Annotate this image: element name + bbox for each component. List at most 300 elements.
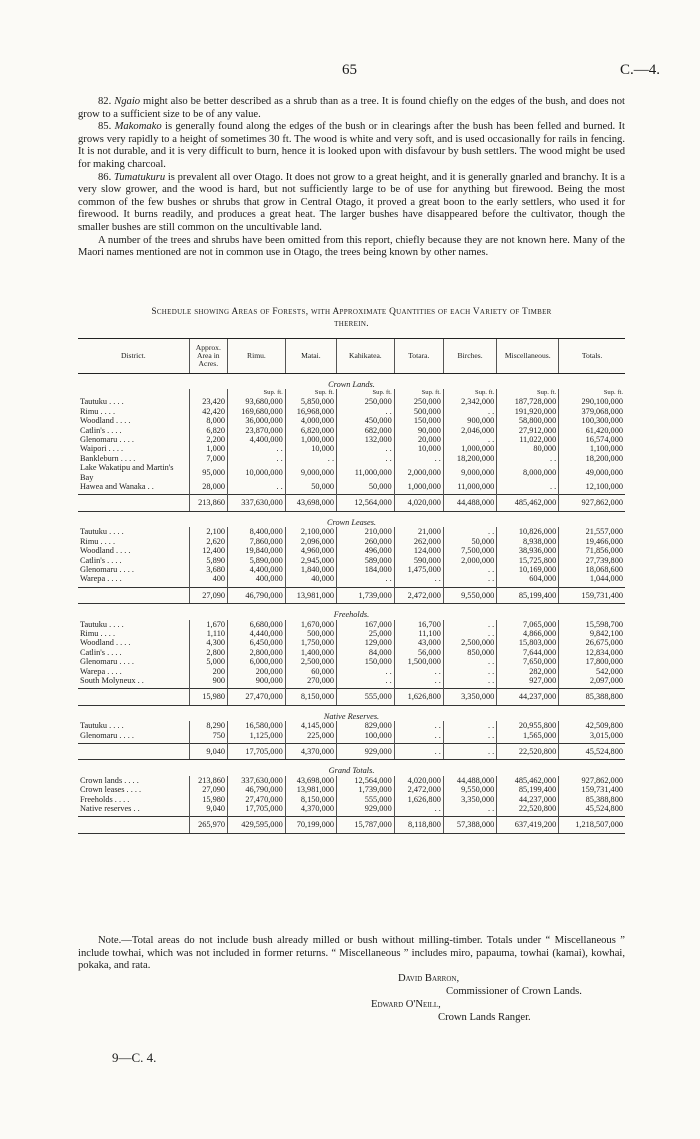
note: Note.—Total areas do not include bush already milled or bush without milling-timber. Totals under “ Miscellaneous ” include towhai, which was not included in former returns. “ Miscellaneous ” includes miro, papauma, towhai (kamai), kowhai, pokaka, and rata. bbox=[78, 935, 625, 972]
table-cell: 9,000,000 bbox=[443, 463, 496, 482]
table-cell: 829,000 bbox=[337, 721, 395, 730]
table-cell: 9,000,000 bbox=[285, 463, 336, 482]
table-cell: 45,524,800 bbox=[559, 804, 625, 813]
table-cell: 2,200 bbox=[189, 435, 227, 444]
table-cell: 1,218,507,000 bbox=[559, 817, 625, 833]
table-cell: 6,820 bbox=[189, 426, 227, 435]
table-cell: 4,400,000 bbox=[228, 435, 286, 444]
table-cell: Tautuku . . . . bbox=[80, 721, 124, 731]
table-cell bbox=[189, 389, 227, 397]
table-cell: 1,626,800 bbox=[394, 795, 443, 804]
table-row bbox=[78, 574, 625, 583]
table-cell: 184,000 bbox=[337, 565, 395, 574]
table-cell: 6,000,000 bbox=[228, 657, 286, 666]
table-cell: 2,472,000 bbox=[394, 587, 443, 603]
table-cell: 4,866,000 bbox=[497, 629, 559, 638]
table-cell: 8,150,000 bbox=[285, 689, 336, 705]
table-cell: 2,800,000 bbox=[228, 648, 286, 657]
table-cell: 44,488,000 bbox=[443, 495, 496, 511]
table-cell bbox=[78, 817, 189, 833]
table-cell: 927,000 bbox=[497, 676, 559, 685]
table-cell: 159,731,400 bbox=[559, 587, 625, 603]
table-cell: 17,705,000 bbox=[228, 804, 286, 813]
table-cell: Sup. ft. bbox=[394, 389, 443, 397]
table-cell: 43,698,000 bbox=[285, 776, 336, 785]
table-cell: 1,739,000 bbox=[337, 587, 395, 603]
table-cell: 18,200,000 bbox=[443, 454, 496, 463]
table-cell: Rimu . . . . bbox=[80, 536, 116, 546]
table-cell: 20,000 bbox=[394, 435, 443, 444]
table-row bbox=[78, 638, 625, 647]
total-row bbox=[78, 495, 625, 511]
table-cell: 9,842,100 bbox=[559, 629, 625, 638]
table-cell: 15,725,800 bbox=[497, 556, 559, 565]
table-cell: 84,000 bbox=[337, 648, 395, 657]
total-row bbox=[78, 817, 625, 833]
schedule-body bbox=[78, 374, 625, 834]
table-cell: Tautuku . . . . bbox=[80, 397, 124, 407]
table-cell: 927,862,000 bbox=[559, 776, 625, 785]
table-cell: 85,199,400 bbox=[497, 785, 559, 794]
column-header: Kahikatea. bbox=[337, 339, 395, 374]
table-cell: 7,650,000 bbox=[497, 657, 559, 666]
table-cell: . . bbox=[228, 454, 286, 463]
table-cell: 1,000,000 bbox=[394, 482, 443, 491]
column-header: Matai. bbox=[285, 339, 336, 374]
table-cell: . . bbox=[228, 482, 286, 491]
table-cell: 337,630,000 bbox=[228, 776, 286, 785]
table-cell: 2,620 bbox=[189, 537, 227, 546]
table-cell: . . bbox=[443, 731, 496, 740]
table-cell: 27,739,800 bbox=[559, 556, 625, 565]
table-cell: 57,388,000 bbox=[443, 817, 496, 833]
table-cell: 282,000 bbox=[497, 667, 559, 676]
table-cell: 2,096,000 bbox=[285, 537, 336, 546]
table-cell: 27,090 bbox=[189, 587, 227, 603]
table-cell: 28,000 bbox=[189, 482, 227, 491]
table-cell: 15,598,700 bbox=[559, 620, 625, 629]
table-cell: . . bbox=[443, 667, 496, 676]
section-heading bbox=[78, 705, 625, 721]
table-cell: 500,000 bbox=[394, 407, 443, 416]
table-cell: Glenomaru . . . . bbox=[80, 435, 134, 445]
table-cell: 44,237,000 bbox=[497, 689, 559, 705]
page-number: 65 bbox=[342, 62, 357, 78]
table-cell: 19,840,000 bbox=[228, 546, 286, 555]
table-cell bbox=[78, 689, 189, 705]
table-cell: Glenomaru . . . . bbox=[80, 657, 134, 667]
table-cell: 400 bbox=[189, 574, 227, 583]
table-cell: . . bbox=[443, 721, 496, 730]
table-cell: 3,350,000 bbox=[443, 795, 496, 804]
table-cell: 12,564,000 bbox=[337, 776, 395, 785]
table-cell: . . bbox=[228, 444, 286, 453]
table-cell: 50,000 bbox=[285, 482, 336, 491]
table-cell: 27,470,000 bbox=[228, 689, 286, 705]
table-cell: 40,000 bbox=[285, 574, 336, 583]
table-cell: Catlin's . . . . bbox=[80, 425, 122, 435]
table-cell: . . bbox=[337, 407, 395, 416]
table-cell: 8,000 bbox=[189, 416, 227, 425]
table-cell: 85,199,400 bbox=[497, 587, 559, 603]
table-cell: . . bbox=[443, 407, 496, 416]
table-cell: 187,728,000 bbox=[497, 397, 559, 406]
table-cell: 1,626,800 bbox=[394, 689, 443, 705]
section-title: Crown Leases. bbox=[326, 517, 377, 527]
table-cell: 70,199,000 bbox=[285, 817, 336, 833]
table-cell: 27,090 bbox=[189, 785, 227, 794]
table-cell: 4,370,000 bbox=[285, 744, 336, 760]
section-heading bbox=[78, 760, 625, 776]
total-row bbox=[78, 744, 625, 760]
table-cell: 7,860,000 bbox=[228, 537, 286, 546]
table-cell: . . bbox=[497, 482, 559, 491]
table-cell: 46,790,000 bbox=[228, 587, 286, 603]
table-row bbox=[78, 629, 625, 638]
table-cell: 167,000 bbox=[337, 620, 395, 629]
table-cell: 17,800,000 bbox=[559, 657, 625, 666]
table-row bbox=[78, 785, 625, 794]
table-row bbox=[78, 648, 625, 657]
table-cell: 262,000 bbox=[394, 537, 443, 546]
table-cell: 36,000,000 bbox=[228, 416, 286, 425]
table-cell: 50,000 bbox=[337, 482, 395, 491]
table-cell bbox=[78, 495, 189, 511]
table-cell: Crown leases . . . . bbox=[80, 785, 142, 795]
table-row bbox=[78, 657, 625, 666]
table-cell: 85,388,800 bbox=[559, 795, 625, 804]
table-cell: Tautuku . . . . bbox=[80, 619, 124, 629]
table-cell: 44,488,000 bbox=[443, 776, 496, 785]
table-cell: 1,565,000 bbox=[497, 731, 559, 740]
table-cell: . . bbox=[394, 744, 443, 760]
table-cell: 337,630,000 bbox=[228, 495, 286, 511]
table-cell: 16,580,000 bbox=[228, 721, 286, 730]
table-cell: 8,000,000 bbox=[497, 463, 559, 482]
signature-name: Edward O'Neill, bbox=[371, 999, 441, 1010]
table-cell: 23,870,000 bbox=[228, 426, 286, 435]
table-cell: 7,000 bbox=[189, 454, 227, 463]
table-cell: 3,680 bbox=[189, 565, 227, 574]
table-cell: 7,065,000 bbox=[497, 620, 559, 629]
table-cell: 20,955,800 bbox=[497, 721, 559, 730]
column-header: Birches. bbox=[443, 339, 496, 374]
table-cell: 9,040 bbox=[189, 744, 227, 760]
table-cell: 100,000 bbox=[337, 731, 395, 740]
table-cell: Woodland . . . . bbox=[80, 546, 131, 556]
table-cell: 124,000 bbox=[394, 546, 443, 555]
table-cell: 12,100,000 bbox=[559, 482, 625, 491]
table-cell: 200,000 bbox=[228, 667, 286, 676]
table-cell: 9,550,000 bbox=[443, 587, 496, 603]
table-cell: 11,100 bbox=[394, 629, 443, 638]
table-cell: 6,820,000 bbox=[285, 426, 336, 435]
table-cell: . . bbox=[443, 744, 496, 760]
table-cell: 604,000 bbox=[497, 574, 559, 583]
total-row bbox=[78, 689, 625, 705]
table-cell: 225,000 bbox=[285, 731, 336, 740]
table-cell: Sup. ft. bbox=[228, 389, 286, 397]
table-cell: 1,750,000 bbox=[285, 638, 336, 647]
signature-name: David Barron, bbox=[398, 973, 460, 984]
table-cell: 260,000 bbox=[337, 537, 395, 546]
table-cell: 290,100,000 bbox=[559, 397, 625, 406]
table-cell: 6,450,000 bbox=[228, 638, 286, 647]
body-text bbox=[78, 96, 625, 260]
table-cell: 95,000 bbox=[189, 463, 227, 482]
table-cell: 2,000,000 bbox=[394, 463, 443, 482]
table-cell: 927,862,000 bbox=[559, 495, 625, 511]
table-cell: South Molyneux . . bbox=[80, 675, 144, 685]
table-cell: 25,000 bbox=[337, 629, 395, 638]
table-cell: 555,000 bbox=[337, 795, 395, 804]
table-cell: 23,420 bbox=[189, 397, 227, 406]
table-row bbox=[78, 463, 625, 482]
table-cell: 12,400 bbox=[189, 546, 227, 555]
table-cell: 13,981,000 bbox=[285, 587, 336, 603]
footer-code: 9—C. 4. bbox=[112, 1050, 157, 1065]
schedule-table bbox=[78, 338, 625, 834]
table-cell: 169,680,000 bbox=[228, 407, 286, 416]
table-cell: Sup. ft. bbox=[337, 389, 395, 397]
table-cell: . . bbox=[337, 667, 395, 676]
table-cell: 2,500,000 bbox=[285, 657, 336, 666]
schedule-title: Schedule showing Areas of Forests, with Approximate Quantities of each Variety of Timber therein. bbox=[151, 307, 552, 329]
table-cell: 42,420 bbox=[189, 407, 227, 416]
table-cell: Glenomaru . . . . bbox=[80, 564, 134, 574]
table-cell: 2,046,000 bbox=[443, 426, 496, 435]
table-cell: 1,739,000 bbox=[337, 785, 395, 794]
table-cell: 80,000 bbox=[497, 444, 559, 453]
table-cell: 191,920,000 bbox=[497, 407, 559, 416]
table-cell: 210,000 bbox=[337, 527, 395, 536]
table-cell: 1,475,000 bbox=[394, 565, 443, 574]
table-cell: 485,462,000 bbox=[497, 776, 559, 785]
table-cell: 10,826,000 bbox=[497, 527, 559, 536]
table-cell: Native reserves . . bbox=[80, 804, 140, 814]
column-header: Rimu. bbox=[228, 339, 286, 374]
table-cell: 19,466,000 bbox=[559, 537, 625, 546]
table-cell: 379,068,000 bbox=[559, 407, 625, 416]
table-cell: 22,520,800 bbox=[497, 804, 559, 813]
table-cell: . . bbox=[337, 444, 395, 453]
table-cell: 12,564,000 bbox=[337, 495, 395, 511]
table-cell: 13,981,000 bbox=[285, 785, 336, 794]
table-cell: 11,000,000 bbox=[337, 463, 395, 482]
table-cell: 4,300 bbox=[189, 638, 227, 647]
table-cell: 27,912,000 bbox=[497, 426, 559, 435]
table-row bbox=[78, 620, 625, 629]
table-cell: 7,644,000 bbox=[497, 648, 559, 657]
table-cell: 590,000 bbox=[394, 556, 443, 565]
page-header bbox=[0, 62, 700, 78]
table-cell: 400,000 bbox=[228, 574, 286, 583]
table-cell: 929,000 bbox=[337, 804, 395, 813]
table-cell: 16,574,000 bbox=[559, 435, 625, 444]
table-cell: 250,000 bbox=[394, 397, 443, 406]
table-cell: 11,022,000 bbox=[497, 435, 559, 444]
table-cell: 15,980 bbox=[189, 689, 227, 705]
table-cell: 4,400,000 bbox=[228, 565, 286, 574]
table-cell: 43,698,000 bbox=[285, 495, 336, 511]
table-row bbox=[78, 527, 625, 536]
table-cell: 5,890,000 bbox=[228, 556, 286, 565]
table-cell: Bankleburn . . . . bbox=[80, 453, 136, 463]
table-cell: 485,462,000 bbox=[497, 495, 559, 511]
table-cell: 2,100,000 bbox=[285, 527, 336, 536]
table-cell: 1,125,000 bbox=[228, 731, 286, 740]
table-cell: 18,200,000 bbox=[559, 454, 625, 463]
table-cell: 1,044,000 bbox=[559, 574, 625, 583]
table-cell: 5,000 bbox=[189, 657, 227, 666]
section-heading bbox=[78, 604, 625, 620]
table-cell: 4,960,000 bbox=[285, 546, 336, 555]
table-cell: 4,000,000 bbox=[285, 416, 336, 425]
table-row bbox=[78, 556, 625, 565]
table-cell: 21,000 bbox=[394, 527, 443, 536]
table-cell: 2,342,000 bbox=[443, 397, 496, 406]
table-row bbox=[78, 721, 625, 730]
table-cell: Catlin's . . . . bbox=[80, 647, 122, 657]
table-cell: Woodland . . . . bbox=[80, 638, 131, 648]
table-cell: Warepa . . . . bbox=[80, 574, 122, 584]
table-cell: 44,237,000 bbox=[497, 795, 559, 804]
paragraph: 85. Makomako is generally found along the edges of the bush or in clearings after the bush has been felled and burned. It grows very rapidly to a height of sometimes 30 ft. The wood is white and very soft, and is used occasionally for rails in fencing. It is not durable, and it is very difficult to burn, hence it is looked upon with disfavour by bush settlers. The wood might be used for making charcoal. bbox=[78, 121, 625, 170]
table-cell: Hawea and Wanaka . . bbox=[80, 482, 154, 492]
table-row bbox=[78, 795, 625, 804]
table-cell: 2,800 bbox=[189, 648, 227, 657]
table-cell: Sup. ft. bbox=[443, 389, 496, 397]
table-row bbox=[78, 676, 625, 685]
table-header-row bbox=[78, 339, 625, 374]
table-row bbox=[78, 435, 625, 444]
table-cell: 1,500,000 bbox=[394, 657, 443, 666]
table-cell: 2,945,000 bbox=[285, 556, 336, 565]
table-cell: 3,015,000 bbox=[559, 731, 625, 740]
table-cell: 589,000 bbox=[337, 556, 395, 565]
table-cell: 1,670 bbox=[189, 620, 227, 629]
table-cell: 2,097,000 bbox=[559, 676, 625, 685]
table-row bbox=[78, 444, 625, 453]
table-cell: 270,000 bbox=[285, 676, 336, 685]
table-cell: 15,787,000 bbox=[337, 817, 395, 833]
table-cell: . . bbox=[443, 804, 496, 813]
table-cell: 1,110 bbox=[189, 629, 227, 638]
table-cell: 900,000 bbox=[228, 676, 286, 685]
signature-title: Crown Lands Ranger. bbox=[438, 1012, 531, 1023]
table-cell: 1,000,000 bbox=[443, 444, 496, 453]
table-cell: . . bbox=[443, 565, 496, 574]
document-code: C.—4. bbox=[619, 62, 660, 78]
paragraph: A number of the trees and shrubs have been omitted from this report, chiefly because they are not known here. Many of the Maori names mentioned are not in common use in Otago, the trees being known by other names. bbox=[78, 234, 625, 259]
table-cell: 4,020,000 bbox=[394, 776, 443, 785]
table-cell: 60,000 bbox=[285, 667, 336, 676]
table-cell: 555,000 bbox=[337, 689, 395, 705]
section-heading bbox=[78, 511, 625, 527]
table-row bbox=[78, 776, 625, 785]
table-cell: 61,420,000 bbox=[559, 426, 625, 435]
table-cell: . . bbox=[443, 574, 496, 583]
paragraph: 86. Tumatukuru is prevalent all over Otago. It does not grow to a great height, and it is generally gnarled and branchy. It is a very slow grower, and the wood is hard, but not sufficiently large to be of use for anything but firewood. Being the most common of the few bushes or shrubs that grow in Central Otago, it proved a great boon to the early settlers, who used it for firewood. It burns readily, and produces a great heat. The larger bushes have disappeared before the cultivator, though the smaller bushes are still common on the uncultivable land. bbox=[78, 171, 625, 233]
table-cell: Glenomaru . . . . bbox=[80, 730, 134, 740]
table-cell: 929,000 bbox=[337, 744, 395, 760]
signature-title: Commissioner of Crown Lands. bbox=[446, 986, 582, 997]
table-row bbox=[78, 397, 625, 406]
table-cell: . . bbox=[337, 454, 395, 463]
table-cell: 42,509,800 bbox=[559, 721, 625, 730]
table-cell: 58,800,000 bbox=[497, 416, 559, 425]
table-cell: 43,000 bbox=[394, 638, 443, 647]
table-cell: 213,860 bbox=[189, 495, 227, 511]
table-cell: 4,145,000 bbox=[285, 721, 336, 730]
table-cell: 12,834,000 bbox=[559, 648, 625, 657]
table-row bbox=[78, 454, 625, 463]
column-header: District. bbox=[78, 339, 189, 374]
total-row bbox=[78, 587, 625, 603]
table-cell: . . bbox=[394, 804, 443, 813]
table-cell: Sup. ft. bbox=[559, 389, 625, 397]
table-cell: Tautuku . . . . bbox=[80, 527, 124, 537]
table-cell: . . bbox=[443, 657, 496, 666]
table-cell: . . bbox=[394, 721, 443, 730]
table-cell: . . bbox=[394, 667, 443, 676]
table-cell: 2,100 bbox=[189, 527, 227, 536]
table-row bbox=[78, 546, 625, 555]
table-cell: 71,856,000 bbox=[559, 546, 625, 555]
table-cell: 850,000 bbox=[443, 648, 496, 657]
table-cell: 3,350,000 bbox=[443, 689, 496, 705]
table-cell: 15,803,000 bbox=[497, 638, 559, 647]
column-header: Totara. bbox=[394, 339, 443, 374]
table-cell: 17,705,000 bbox=[228, 744, 286, 760]
paragraph: 82. Ngaio might also be better described as a shrub than as a tree. It is found chiefly on the edges of the bush, and does not grow to a sufficient size to be of any value. bbox=[78, 96, 626, 120]
table-cell: . . bbox=[497, 454, 559, 463]
table-cell: . . bbox=[337, 574, 395, 583]
table-cell: . . bbox=[443, 676, 496, 685]
table-cell: 4,370,000 bbox=[285, 804, 336, 813]
section-heading bbox=[78, 374, 625, 390]
table-cell: 6,680,000 bbox=[228, 620, 286, 629]
table-cell: 8,118,800 bbox=[394, 817, 443, 833]
table-cell: 8,290 bbox=[189, 721, 227, 730]
table-cell: . . bbox=[394, 454, 443, 463]
table-row bbox=[78, 537, 625, 546]
table-cell: 10,000 bbox=[285, 444, 336, 453]
table-cell: 542,000 bbox=[559, 667, 625, 676]
table-cell: Sup. ft. bbox=[497, 389, 559, 397]
table-cell bbox=[78, 389, 189, 397]
table-cell: Sup. ft. bbox=[285, 389, 336, 397]
table-cell: . . bbox=[394, 574, 443, 583]
table-cell: Catlin's . . . . bbox=[80, 555, 122, 565]
table-cell: 9,550,000 bbox=[443, 785, 496, 794]
table-cell bbox=[78, 744, 189, 760]
table-cell: Woodland . . . . bbox=[80, 416, 131, 426]
table-cell: 682,000 bbox=[337, 426, 395, 435]
table-cell: 265,970 bbox=[189, 817, 227, 833]
table-cell: 46,790,000 bbox=[228, 785, 286, 794]
table-cell: Waipori . . . . bbox=[80, 444, 124, 454]
table-cell: . . bbox=[337, 676, 395, 685]
table-cell: 129,000 bbox=[337, 638, 395, 647]
table-cell: 150,000 bbox=[394, 416, 443, 425]
table-cell: 1,000 bbox=[189, 444, 227, 453]
table-cell: 85,388,800 bbox=[559, 689, 625, 705]
table-cell: . . bbox=[443, 629, 496, 638]
table-cell: 18,068,600 bbox=[559, 565, 625, 574]
table-cell: 16,968,000 bbox=[285, 407, 336, 416]
table-cell: 26,675,000 bbox=[559, 638, 625, 647]
